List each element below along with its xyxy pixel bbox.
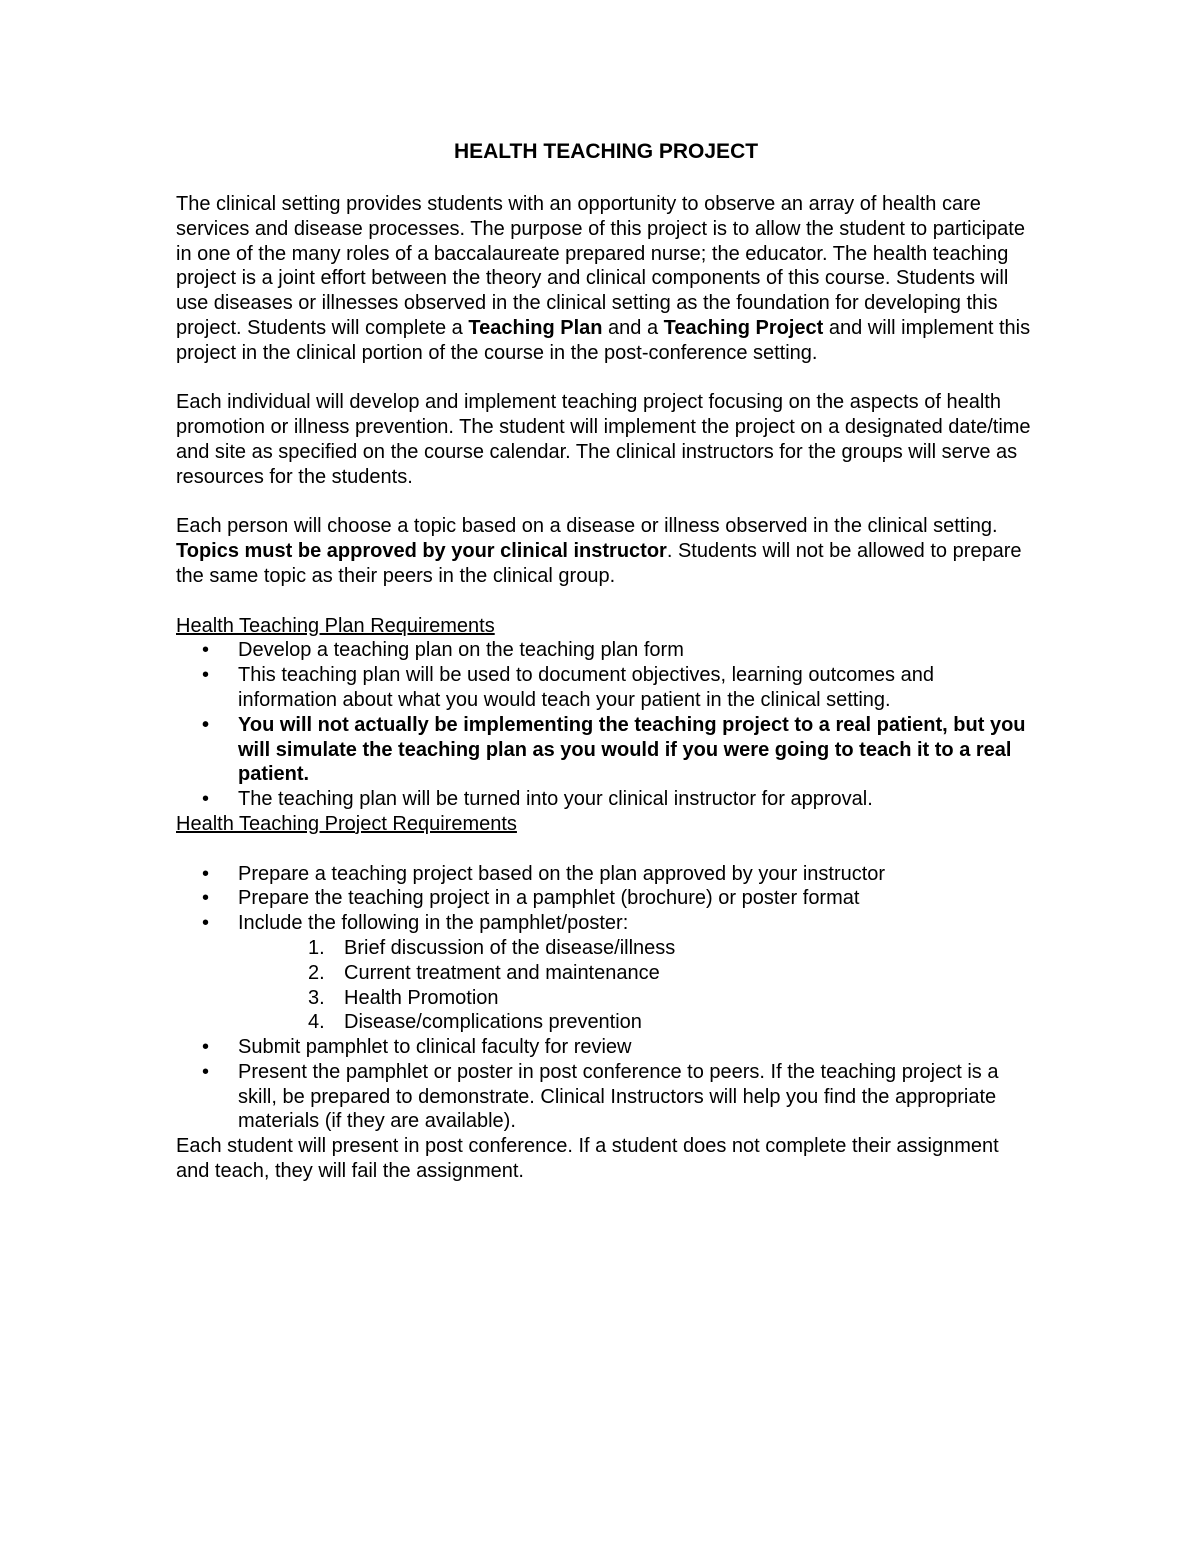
list-item: • You will not actually be implementing the teaching project to a real patient, but you will simulate the teaching plan as you would if you were going to teach it to a real patient. xyxy=(176,713,1036,787)
list-item: • Present the pamphlet or poster in post conference to peers. If the teaching project is a skill, be prepared to demonstrate. Clinical Instructors will help you find the appropriate materials (if they are available). xyxy=(176,1060,1036,1134)
list-item-text: Disease/complications prevention xyxy=(344,1011,642,1034)
list-number: 3. xyxy=(308,986,325,1009)
plan-requirements-heading: Health Teaching Plan Requirements xyxy=(176,614,495,637)
intro-text-2: and a xyxy=(602,316,664,339)
page-title: HEALTH TEACHING PROJECT xyxy=(453,140,759,163)
list-item: • This teaching plan will be used to document objectives, learning outcomes and information about what you would teach your patient in the clinical setting. xyxy=(176,663,1036,713)
list-item: • Submit pamphlet to clinical faculty for review xyxy=(176,1035,1036,1060)
list-item-text: Health Promotion xyxy=(344,986,499,1009)
list-item: • Prepare the teaching project in a pamphlet (brochure) or poster format xyxy=(176,886,1036,911)
project-requirements-list-continued xyxy=(176,1035,1036,1134)
list-item xyxy=(176,961,1036,986)
list-item xyxy=(176,936,1036,961)
intro-paragraph xyxy=(176,192,1036,366)
list-number: 4. xyxy=(308,1011,325,1034)
pamphlet-content-list xyxy=(176,936,1036,1035)
list-number: 2. xyxy=(308,961,325,984)
list-item: • The teaching plan will be turned into your clinical instructor for approval. xyxy=(176,787,1036,812)
list-item xyxy=(176,1010,1036,1035)
individual-paragraph: Each individual will develop and implement teaching project focusing on the aspects of health promotion or illness prevention. The student will implement the project on a designated date/time and site as specified on the course calendar. The clinical instructors for the groups will serve as resources for the students. xyxy=(176,391,1031,488)
list-item: • Prepare a teaching project based on the plan approved by your instructor xyxy=(176,862,1036,887)
intro-text-3: and will implement this project in the clinical portion of the course in the post-conference setting. xyxy=(176,316,1031,364)
intro-text-1: The clinical setting provides students with an opportunity to observe an array of health care services and disease processes. The purpose of this project is to allow the student to participate in one of the many roles of a baccalaureate prepared nurse; the educator. The health teaching project is a joint effort between the theory and clinical components of this course. Students will use diseases or illnesses observed in the clinical setting as the foundation for developing this project. Students will complete a xyxy=(176,193,1025,339)
topic-text-2: . Students will not be allowed to prepare the same topic as their peers in the clinical group. xyxy=(176,540,1022,587)
closing-paragraph: Each student will present in post conference. If a student does not complete their assignment and teach, they will fail the assignment. xyxy=(176,1135,999,1183)
intro-bold-teaching-plan: Teaching Plan xyxy=(468,316,603,339)
intro-bold-teaching-project: Teaching Project xyxy=(663,316,824,339)
topic-text-1: Each person will choose a topic based on a disease or illness observed in the clinical setting. xyxy=(176,515,998,538)
project-requirements-list xyxy=(176,862,1036,936)
list-item xyxy=(176,986,1036,1011)
document-page xyxy=(176,140,1036,1184)
project-requirements-heading: Health Teaching Project Requirements xyxy=(176,812,517,835)
list-item-text: Current treatment and maintenance xyxy=(344,961,660,984)
list-item: • Include the following in the pamphlet/poster: xyxy=(176,911,1036,936)
topic-bold-approval: Topics must be approved by your clinical instructor xyxy=(176,540,667,563)
list-item: • Develop a teaching plan on the teaching plan form xyxy=(176,638,1036,663)
topic-paragraph xyxy=(176,514,1036,588)
list-number: 1. xyxy=(308,936,325,959)
plan-requirements-list xyxy=(176,638,1036,812)
list-item-text: Brief discussion of the disease/illness xyxy=(344,936,676,959)
